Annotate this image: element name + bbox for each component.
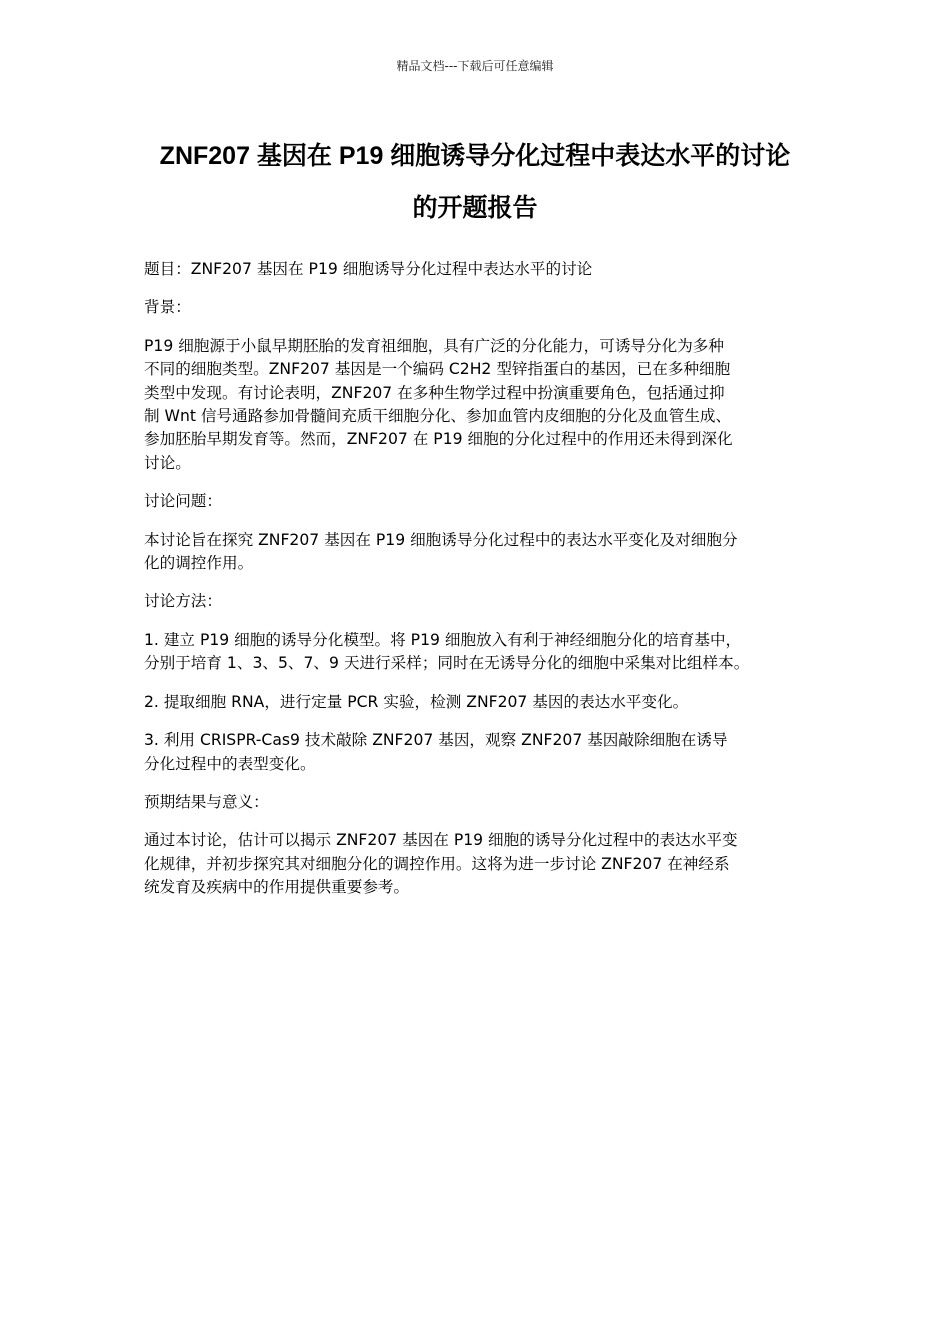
title-line-1: ZNF207 基因在 P19 细胞诱导分化过程中表达水平的讨论 — [159, 142, 791, 170]
expected-paragraph — [144, 829, 816, 899]
method-line: 分化过程中的表型变化。 — [144, 754, 316, 773]
expected-line: 统发育及疾病中的作用提供重要参考。 — [144, 878, 410, 897]
method-line: 1. 建立 P19 细胞的诱导分化模型。将 P19 细胞放入有利于神经细胞分化的培育基中， — [144, 630, 742, 649]
background-line: 不同的细胞类型。ZNF207 基因是一个编码 C2H2 型锌指蛋白的基因，已在多种细胞 — [144, 360, 731, 379]
header-note: 精品文档---下载后可任意编辑 — [396, 59, 554, 73]
document-title — [120, 130, 830, 234]
background-line: 类型中发现。有讨论表明，ZNF207 在多种生物学过程中扮演重要角色，包括通过抑 — [144, 383, 725, 402]
method-item-1 — [144, 629, 816, 676]
method-item-3 — [144, 729, 816, 776]
background-line: 参加胚胎早期发育等。然而，ZNF207 在 P19 细胞的分化过程中的作用还未得到深化 — [144, 430, 733, 449]
topic-paragraph: 题目：ZNF207 基因在 P19 细胞诱导分化过程中表达水平的讨论 — [144, 260, 593, 278]
background-heading: 背景： — [144, 298, 191, 317]
method-item-2: 2. 提取细胞 RNA，进行定量 PCR 实验，检测 ZNF207 基因的表达水平变化。 — [144, 692, 689, 711]
method-line: 3. 利用 CRISPR-Cas9 技术敲除 ZNF207 基因，观察 ZNF207 基因敲除细胞在诱导 — [144, 731, 728, 750]
question-line: 本讨论旨在探究 ZNF207 基因在 P19 细胞诱导分化过程中的表达水平变化及对细胞分 — [144, 530, 738, 549]
question-heading: 讨论问题： — [144, 492, 222, 511]
document-body — [144, 258, 816, 915]
expected-line: 化规律，并初步探究其对细胞分化的调控作用。这将为进一步讨论 ZNF207 在神经系 — [144, 854, 730, 873]
question-paragraph — [144, 529, 816, 576]
background-line: P19 细胞源于小鼠早期胚胎的发育祖细胞，具有广泛的分化能力，可诱导分化为多种 — [144, 336, 724, 355]
expected-heading: 预期结果与意义： — [144, 792, 269, 811]
background-line: 制 Wnt 信号通路参加骨髓间充质干细胞分化、参加血管内皮细胞的分化及血管生成、 — [144, 407, 732, 426]
methods-heading: 讨论方法： — [144, 592, 222, 611]
question-line: 化的调控作用。 — [144, 554, 254, 573]
background-line: 讨论。 — [144, 453, 191, 472]
method-line: 分别于培育 1、3、5、7、9 天进行采样；同时在无诱导分化的细胞中采集对比组样本。 — [144, 654, 750, 673]
title-line-2: 的开题报告 — [412, 194, 538, 222]
background-paragraph — [144, 335, 816, 475]
expected-line: 通过本讨论，估计可以揭示 ZNF207 基因在 P19 细胞的诱导分化过程中的表达水平变 — [144, 831, 738, 850]
